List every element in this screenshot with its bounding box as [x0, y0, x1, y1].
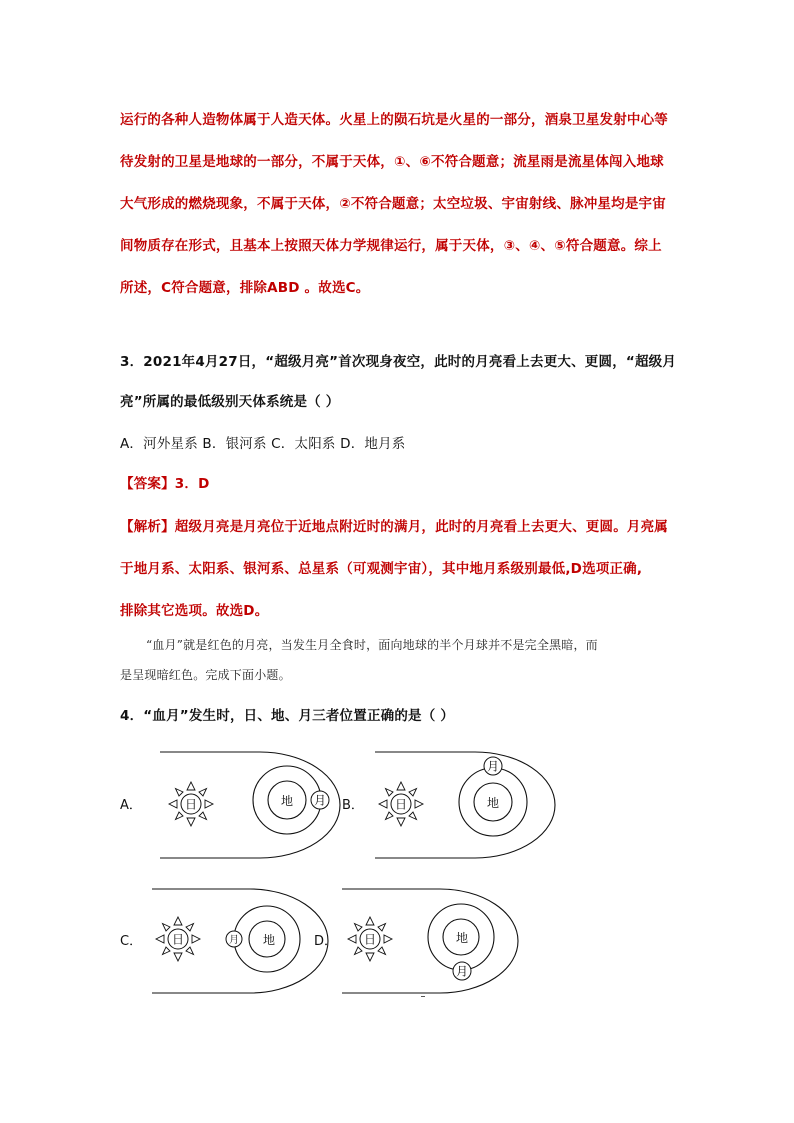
sun-label: 日: [184, 797, 198, 812]
option-c-diagram: [150, 885, 330, 1000]
question4-stem: 4．“血月”发生时，日、地、月三者位置正确的是（ ）: [120, 708, 455, 724]
option-a-diagram: [150, 748, 340, 863]
option-a-label: A．: [120, 798, 142, 813]
explanation-line-4: 间物质存在形式，且基本上按照天体力学规律运行，属于天体，③、④、⑤符合题意。综上: [120, 238, 662, 254]
explanation-line-5: 所述，C符合题意，排除ABD 。故选C。: [120, 280, 370, 296]
explanation-line-1: 运行的各种人造物体属于人造天体。火星上的陨石坑是火星的一部分，酒泉卫星发射中心等: [120, 112, 668, 128]
earth-label: 地: [486, 796, 500, 810]
material-line-2: 是呈现暗红色。完成下面小题。: [120, 668, 291, 682]
moon-label: 月: [229, 935, 239, 946]
earth-label: 地: [262, 933, 276, 947]
option-c-label: C．: [120, 934, 143, 949]
question3-analysis-line-3: 排除其它选项。故选D。: [120, 603, 269, 619]
question3-stem-line-1: 3．2021年4月27日，“超级月亮”首次现身夜空，此时的月亮看上去更大、更圆，“超级月: [120, 354, 677, 370]
sun-icon: [156, 917, 200, 961]
material-line-1: “血月”就是红色的月亮，当发生月全食时，面向地球的半个月球并不是完全黑暗，而: [146, 638, 598, 652]
moon-label: 月: [455, 964, 469, 979]
sun-label: 日: [394, 797, 408, 812]
question3-stem-line-2: 亮”所属的最低级别天体系统是（ ）: [120, 394, 340, 410]
question3-analysis-line-2: 于地月系、太阳系、银河系、总星系（可观测宇宙），其中地月系级别最低,D选项正确,: [120, 561, 643, 577]
explanation-line-2: 待发射的卫星是地球的一部分，不属于天体，①、⑥不符合题意；流星雨是流星体闯入地球: [120, 154, 664, 170]
stray-mark: [421, 996, 425, 997]
earth-label: 地: [455, 931, 469, 945]
moon-label: 月: [313, 793, 327, 808]
option-b-label: B．: [342, 798, 364, 813]
sun-icon: [169, 782, 213, 826]
sun-icon: [348, 917, 392, 961]
question3-analysis-line-1: 【解析】超级月亮是月亮位于近地点附近时的满月，此时的月亮看上去更大、更圆。月亮属: [120, 519, 668, 535]
sun-label: 日: [171, 932, 185, 947]
sun-icon: [379, 782, 423, 826]
option-b-diagram: [365, 748, 555, 863]
option-d-label: D．: [314, 934, 338, 949]
option-d-diagram: [340, 885, 520, 1000]
question3-answer: 【答案】3．D: [120, 476, 210, 492]
question3-options: A．河外星系 B．银河系 C．太阳系 D．地月系: [120, 436, 406, 452]
moon-label: 月: [486, 759, 500, 774]
explanation-line-3: 大气形成的燃烧现象，不属于天体，②不符合题意；太空垃圾、宇宙射线、脉冲星均是宇宙: [120, 196, 666, 212]
earth-label: 地: [280, 794, 294, 808]
sun-label: 日: [363, 932, 377, 947]
